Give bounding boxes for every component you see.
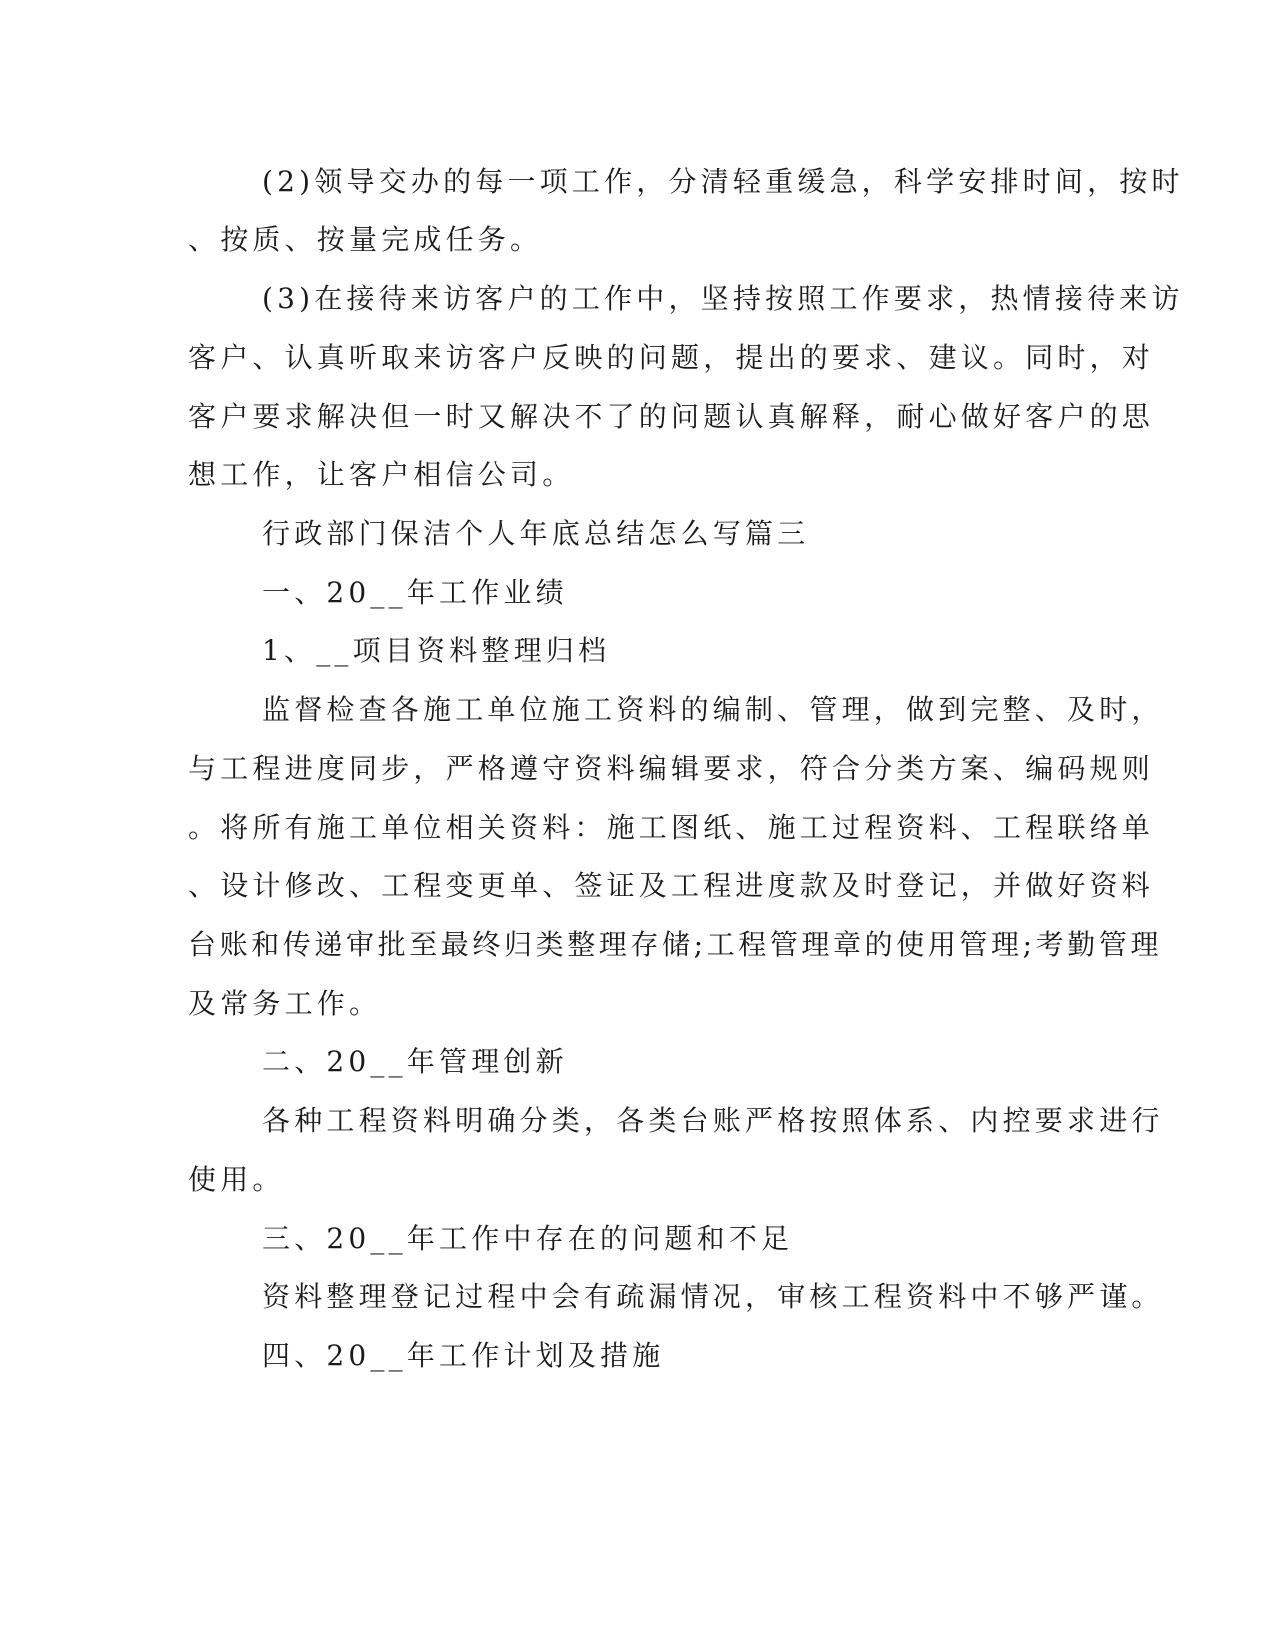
section-title: 行政部门保洁个人年底总结怎么写篇三: [262, 517, 810, 550]
section-heading: 四、20__年工作计划及措施: [262, 1339, 665, 1372]
paragraph-line: 及常务工作。: [188, 987, 382, 1020]
section-heading: 一、20__年工作业绩: [262, 576, 568, 609]
paragraph-line: (2)领导交办的每一项工作，分清轻重缓急，科学安排时间，按时: [262, 165, 1184, 198]
paragraph-line: 、按质、按量完成任务。: [188, 223, 543, 256]
paragraph-line: 客户、认真听取来访客户反映的问题，提出的要求、建议。同时，对: [188, 341, 1155, 374]
paragraph-line: 各种工程资料明确分类，各类台账严格按照体系、内控要求进行: [262, 1104, 1164, 1137]
paragraph-line: 资料整理登记过程中会有疏漏情况，审核工程资料中不够严谨。: [262, 1280, 1164, 1313]
paragraph-line: 台账和传递审批至最终归类整理存储;工程管理章的使用管理;考勤管理: [188, 928, 1163, 961]
paragraph-line: 与工程进度同步，严格遵守资料编辑要求，符合分类方案、编码规则: [188, 752, 1155, 785]
paragraph-line: 客户要求解决但一时又解决不了的问题认真解释，耐心做好客户的思: [188, 400, 1155, 433]
paragraph-line: 监督检查各施工单位施工资料的编制、管理，做到完整、及时，: [262, 693, 1164, 726]
paragraph-line: 、设计修改、工程变更单、签证及工程进度款及时登记，并做好资料: [188, 869, 1155, 902]
paragraph-line: 想工作，让客户相信公司。: [188, 458, 575, 491]
paragraph-line: (3)在接待来访客户的工作中，坚持按照工作要求，热情接待来访: [262, 282, 1184, 315]
section-heading: 三、20__年工作中存在的问题和不足: [262, 1222, 794, 1255]
paragraph-line: 。将所有施工单位相关资料：施工图纸、施工过程资料、工程联络单: [188, 811, 1155, 844]
section-heading: 二、20__年管理创新: [262, 1045, 568, 1078]
paragraph-line: 使用。: [188, 1163, 285, 1196]
subsection-heading: 1、__项目资料整理归档: [262, 634, 611, 667]
